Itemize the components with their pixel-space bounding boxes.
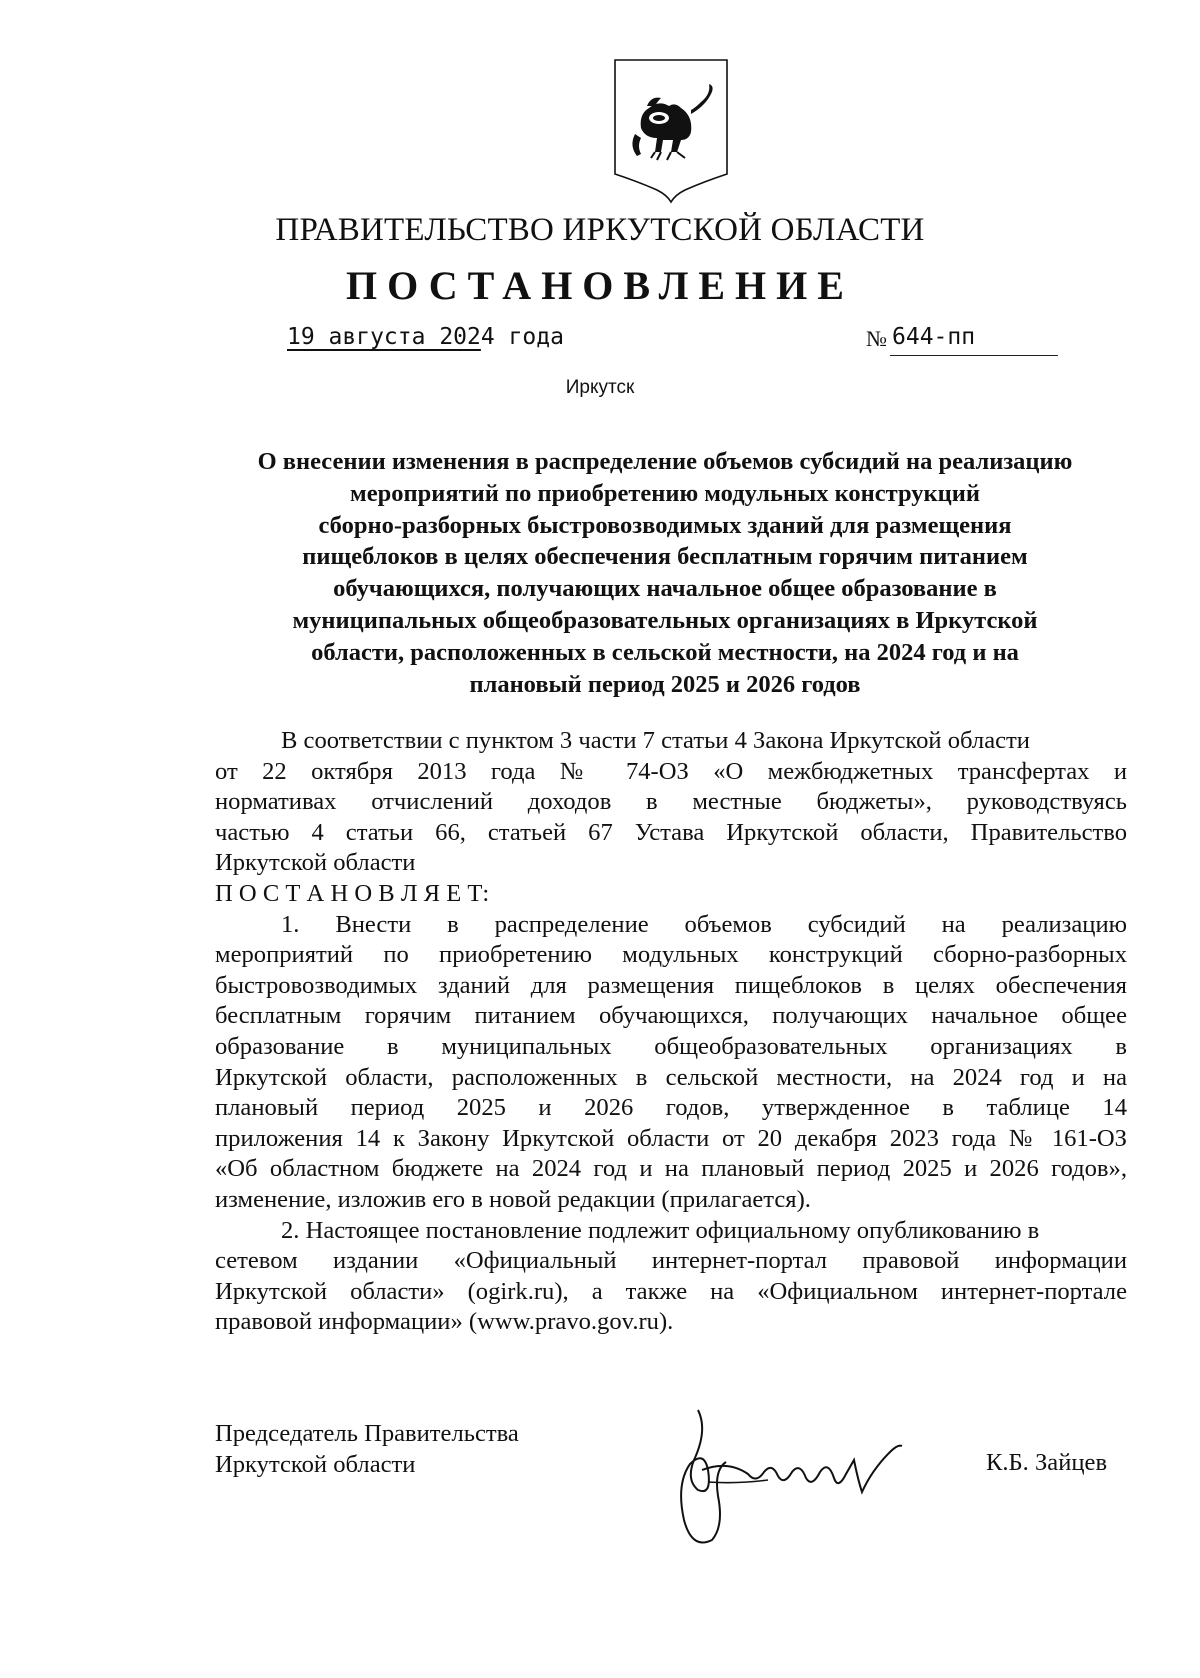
date-tail: 4 [480, 324, 495, 350]
body-line: мероприятий по приобретению модульных конструкций сборно-разборных [215, 941, 1127, 969]
signer-position-line: Иркутской области [215, 1451, 416, 1478]
title-line: сборно-разборных быстровозводимых зданий для размещения [318, 511, 1012, 539]
signer-position-line: Председатель Правительства [215, 1420, 519, 1447]
title-line: муниципальных общеобразовательных организациях в Иркутской [292, 606, 1038, 634]
number-value: 644-пп [892, 324, 976, 350]
body-line: Иркутской области [215, 849, 416, 877]
body-line: правовой информации» (www.pravo.gov.ru). [215, 1308, 674, 1336]
resolves-word: П О С Т А Н О В Л Я Е Т: [215, 879, 490, 907]
body-line: бесплатным горячим питанием обучающихся, получающих начальное общее [215, 1002, 1127, 1030]
body-line: быстровозводимых зданий для размещения пищеблоков в целях обеспечения [215, 971, 1127, 999]
body-line: сетевом издании «Официальный интернет-портал правовой информации [215, 1247, 1127, 1275]
city: Иркутск [565, 377, 635, 398]
number-underline [890, 355, 1058, 356]
document-date [287, 324, 564, 350]
body-line: частью 4 статьи 66, статьей 67 Устава Иркутской области, Правительство [215, 818, 1127, 846]
body-line: «Об областном бюджете на 2024 год и на плановый период 2025 и 2026 годов», [215, 1155, 1127, 1183]
body-line: нормативах отчислений доходов в местные бюджеты», руководствуясь [215, 788, 1127, 816]
body-line: Иркутской области, расположенных в сельской местности, на 2024 год и на [215, 1063, 1127, 1091]
body-line: плановый период 2025 и 2026 годов, утвержденное в таблице 14 [215, 1094, 1127, 1122]
document-body [215, 726, 1127, 1338]
signer-name: К.Б. Зайцев [986, 1449, 1108, 1476]
handwritten-signature [668, 1400, 928, 1560]
date-handwritten: 19 августа 202 [287, 324, 481, 350]
document-title [205, 446, 1125, 700]
title-line: обучающихся, получающих начальное общее образование в [333, 575, 997, 603]
body-line: образование в муниципальных общеобразовательных организациях в [215, 1032, 1127, 1060]
title-line: плановый период 2025 и 2026 годов [469, 670, 861, 698]
title-line: пищеблоков в целях обеспечения бесплатным горячим питанием [302, 543, 1028, 571]
document-type: ПОСТАНОВЛЕНИЕ [346, 263, 854, 308]
body-line: 2. Настоящее постановление подлежит официальному опубликованию в [281, 1216, 1040, 1244]
body-line: 1. Внести в распределение объемов субсидий на реализацию [281, 910, 1127, 938]
coat-of-arms-icon [611, 56, 731, 204]
title-line: О внесении изменения в распределение объемов субсидий на реализацию [257, 448, 1073, 475]
date-suffix: года [494, 324, 564, 350]
title-line: мероприятий по приобретению модульных конструкций [350, 479, 980, 507]
body-line: приложения 14 к Закону Иркутской области от 20 декабря 2023 года № 161-ОЗ [215, 1124, 1127, 1152]
signer-position [215, 1418, 519, 1480]
government-name: ПРАВИТЕЛЬСТВО ИРКУТСКОЙ ОБЛАСТИ [275, 212, 925, 248]
body-line: Иркутской области» (ogirk.ru), а также на «Официальном интернет-портале [215, 1277, 1127, 1305]
title-line: области, расположенных в сельской местности, на 2024 год и на [311, 638, 1019, 666]
body-line: изменение, изложив его в новой редакции (прилагается). [215, 1185, 811, 1213]
body-line: В соответствии с пунктом 3 части 7 статьи 4 Закона Иркутской области [281, 727, 1030, 754]
body-line: от 22 октября 2013 года № 74-ОЗ «О межбюджетных трансфертах и [215, 757, 1127, 785]
number-sign: № [866, 326, 887, 351]
document-number [866, 324, 1058, 356]
